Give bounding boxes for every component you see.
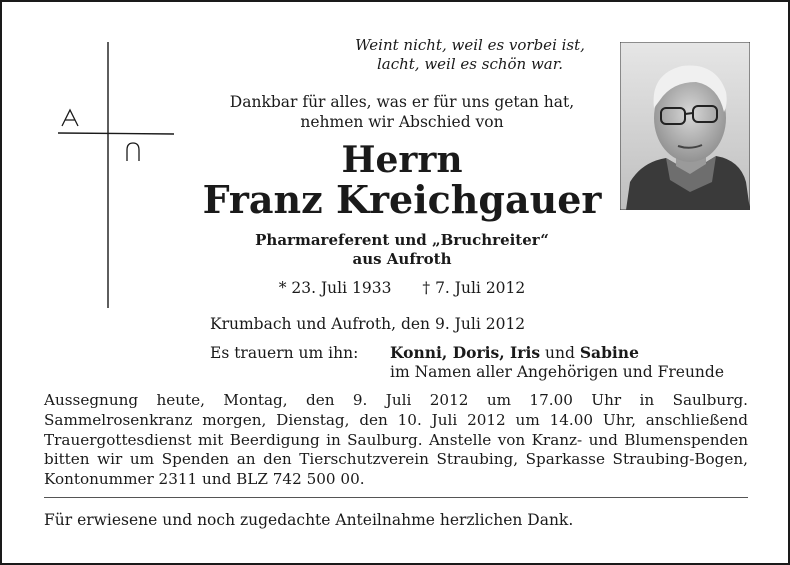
mourners-conjunction: und — [545, 344, 575, 362]
gratitude-line-2: nehmen wir Abschied von — [300, 113, 504, 131]
role-description — [192, 231, 612, 269]
mourners-label: Es trauern um ihn: — [210, 344, 359, 362]
mourners-names-primary: Konni, Doris, Iris — [390, 343, 541, 362]
mourners-names — [390, 343, 639, 363]
role-line-1: Pharmareferent und „Bruchreiter“ — [255, 231, 549, 249]
deceased-name: Franz Kreichgauer — [202, 177, 602, 222]
life-dates — [192, 278, 612, 298]
motto — [302, 36, 638, 74]
motto-line-1: Weint nicht, weil es vorbei ist, — [355, 36, 585, 54]
gratitude-line-1: Dankbar für alles, was er für uns getan hat, — [229, 93, 575, 111]
gratitude-text — [192, 92, 612, 132]
thanks-note: Für erwiesene und noch zugedachte Anteilnahme herzlichen Dank. — [44, 511, 574, 529]
place-and-date: Krumbach und Aufroth, den 9. Juli 2012 — [210, 315, 526, 333]
honorific-title: Herrn — [341, 139, 463, 181]
motto-line-2: lacht, weil es schön war. — [376, 55, 564, 73]
mourners-others: im Namen aller Angehörigen und Freunde — [390, 363, 724, 381]
divider — [44, 497, 748, 498]
funeral-announcement: Aussegnung heute, Montag, den 9. Juli 2012 um 17.00 Uhr in Saulburg. Sammelrosenkranz morgen, Dienstag, den 10. Juli 2012 um 14.00 Uhr, anschließend Trauergottesdienst mit Beerdigung in Saulburg. Anstelle von Kranz- und Blumenspenden bitten wir um Spenden an den Tierschutzverein Straubing, Sparkasse Straubing-Bogen, Kontonummer 2311 und BLZ 742 500 00. — [44, 391, 748, 489]
birth-date: * 23. Juli 1933 — [278, 279, 392, 297]
role-line-2: aus Aufroth — [352, 250, 452, 268]
mourners-names-last: Sabine — [579, 343, 639, 362]
cross-alpha-omega-icon — [42, 40, 182, 310]
death-date: † 7. Juli 2012 — [422, 279, 526, 297]
